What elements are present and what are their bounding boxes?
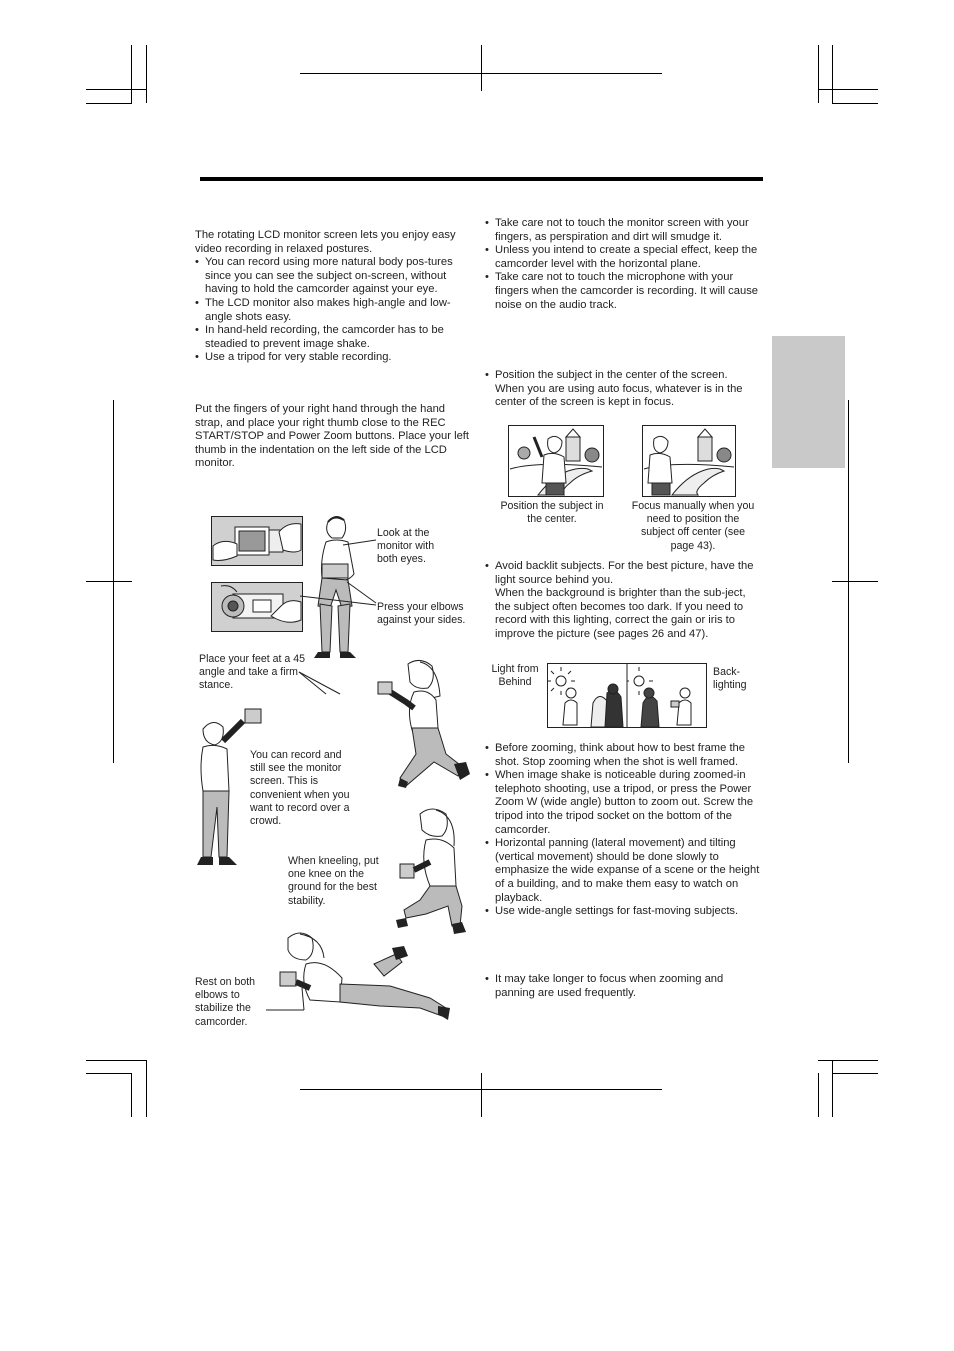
list-item: • Horizontal panning (lateral movement) and tilting (vertical movement) should be done slowly to emphasize the wide expanse of a scene or the height of a building, and to make them easy to watch on playback. xyxy=(485,837,761,905)
caption-record-crowd: You can record and still see the monitor screen. This is convenient when you want to record over a crowd. xyxy=(250,749,350,828)
right-text-block-2 xyxy=(485,369,755,410)
caption-kneeling: When kneeling, put one knee on the ground for the best stability. xyxy=(288,855,379,907)
list-item: • Take care not to touch the microphone with your fingers when the camcorder is recording. It will cause noise on the audio track. xyxy=(485,271,761,312)
intro-text: The rotating LCD monitor screen lets you enjoy easy video recording in relaxed postures. xyxy=(195,229,456,255)
subject-offcenter-illustration xyxy=(642,425,736,497)
crouching-person-illustration xyxy=(376,658,472,790)
caption-back-lighting: Back-lighting xyxy=(713,666,747,692)
list-item: • In hand-held recording, the camcorder has to be steadied to prevent image shake. xyxy=(195,324,469,351)
list-item: • It may take longer to focus when zooming and panning are used frequently. xyxy=(485,973,761,1000)
list-item: • Avoid backlit subjects. For the best picture, have the light source behind you. xyxy=(485,560,761,587)
list-item: • Unless you intend to create a special effect, keep the camcorder level with the horizontal plane. xyxy=(485,244,761,271)
list-item: • Position the subject in the center of the screen. When you are using auto focus, whatever is in the center of the screen is kept in focus. xyxy=(485,369,755,410)
right-text-block-3 xyxy=(485,742,761,919)
list-item: • Use wide-angle settings for fast-moving subjects. xyxy=(485,905,761,919)
caption-subject-center: Position the subject in the center. xyxy=(500,500,604,526)
list-item: • Before zooming, think about how to best frame the shot. Stop zooming when the shot is well framed. xyxy=(485,742,761,769)
right-text-block-1 xyxy=(485,217,761,312)
list-item: • The LCD monitor also makes high-angle and low-angle shots easy. xyxy=(195,297,469,324)
caption-rest-elbows: Rest on both elbows to stabilize the camcorder. xyxy=(195,976,256,1028)
backlit-text-block xyxy=(485,560,761,642)
lighting-comparison-illustration xyxy=(547,663,707,728)
caption-press-elbows: Press your elbows against your sides. xyxy=(377,601,466,627)
high-angle-person-illustration xyxy=(193,707,265,877)
list-item: • Take care not to touch the monitor screen with your fingers, as perspiration and dirt will smudge it. xyxy=(485,217,761,244)
list-item: • When image shake is noticeable during zoomed-in telephoto shooting, use a tripod, or press the Power Zoom W (wide angle) button to zoom out. Screw the tripod into the tripod socket on the bottom of the camcorder. xyxy=(485,769,761,837)
list-item: • You can record using more natural body pos-tures since you can see the subject on-screen, without having to hold the camcorder against your eye. xyxy=(195,256,469,297)
list-item: • Use a tripod for very stable recording. xyxy=(195,351,469,365)
caption-focus-manual: Focus manually when you need to position the subject off center (see page 43). xyxy=(631,500,755,552)
caption-look-eyes: Look at the monitor with both eyes. xyxy=(377,527,435,566)
right-text-block-4 xyxy=(485,973,761,1000)
subject-center-illustration xyxy=(508,425,604,497)
caption-feet-stance: Place your feet at a 45 angle and take a firm stance. xyxy=(199,653,306,692)
lying-person-illustration xyxy=(270,928,454,1024)
backlit-explanation: When the background is brighter than the sub-ject, the subject often becomes too dark. If you need to record with this lighting, correct the gain or iris to improve the picture (see pages 26 and 47). xyxy=(495,587,746,640)
kneeling-person-illustration xyxy=(396,806,472,938)
caption-light-behind: Light from Behind xyxy=(491,663,539,689)
grip-text: Put the fingers of your right hand through the hand strap, and place your right thumb close to the REC START/STOP and Power Zoom buttons. Place your left thumb in the indentation on the left side of the LCD monitor. xyxy=(195,403,470,470)
